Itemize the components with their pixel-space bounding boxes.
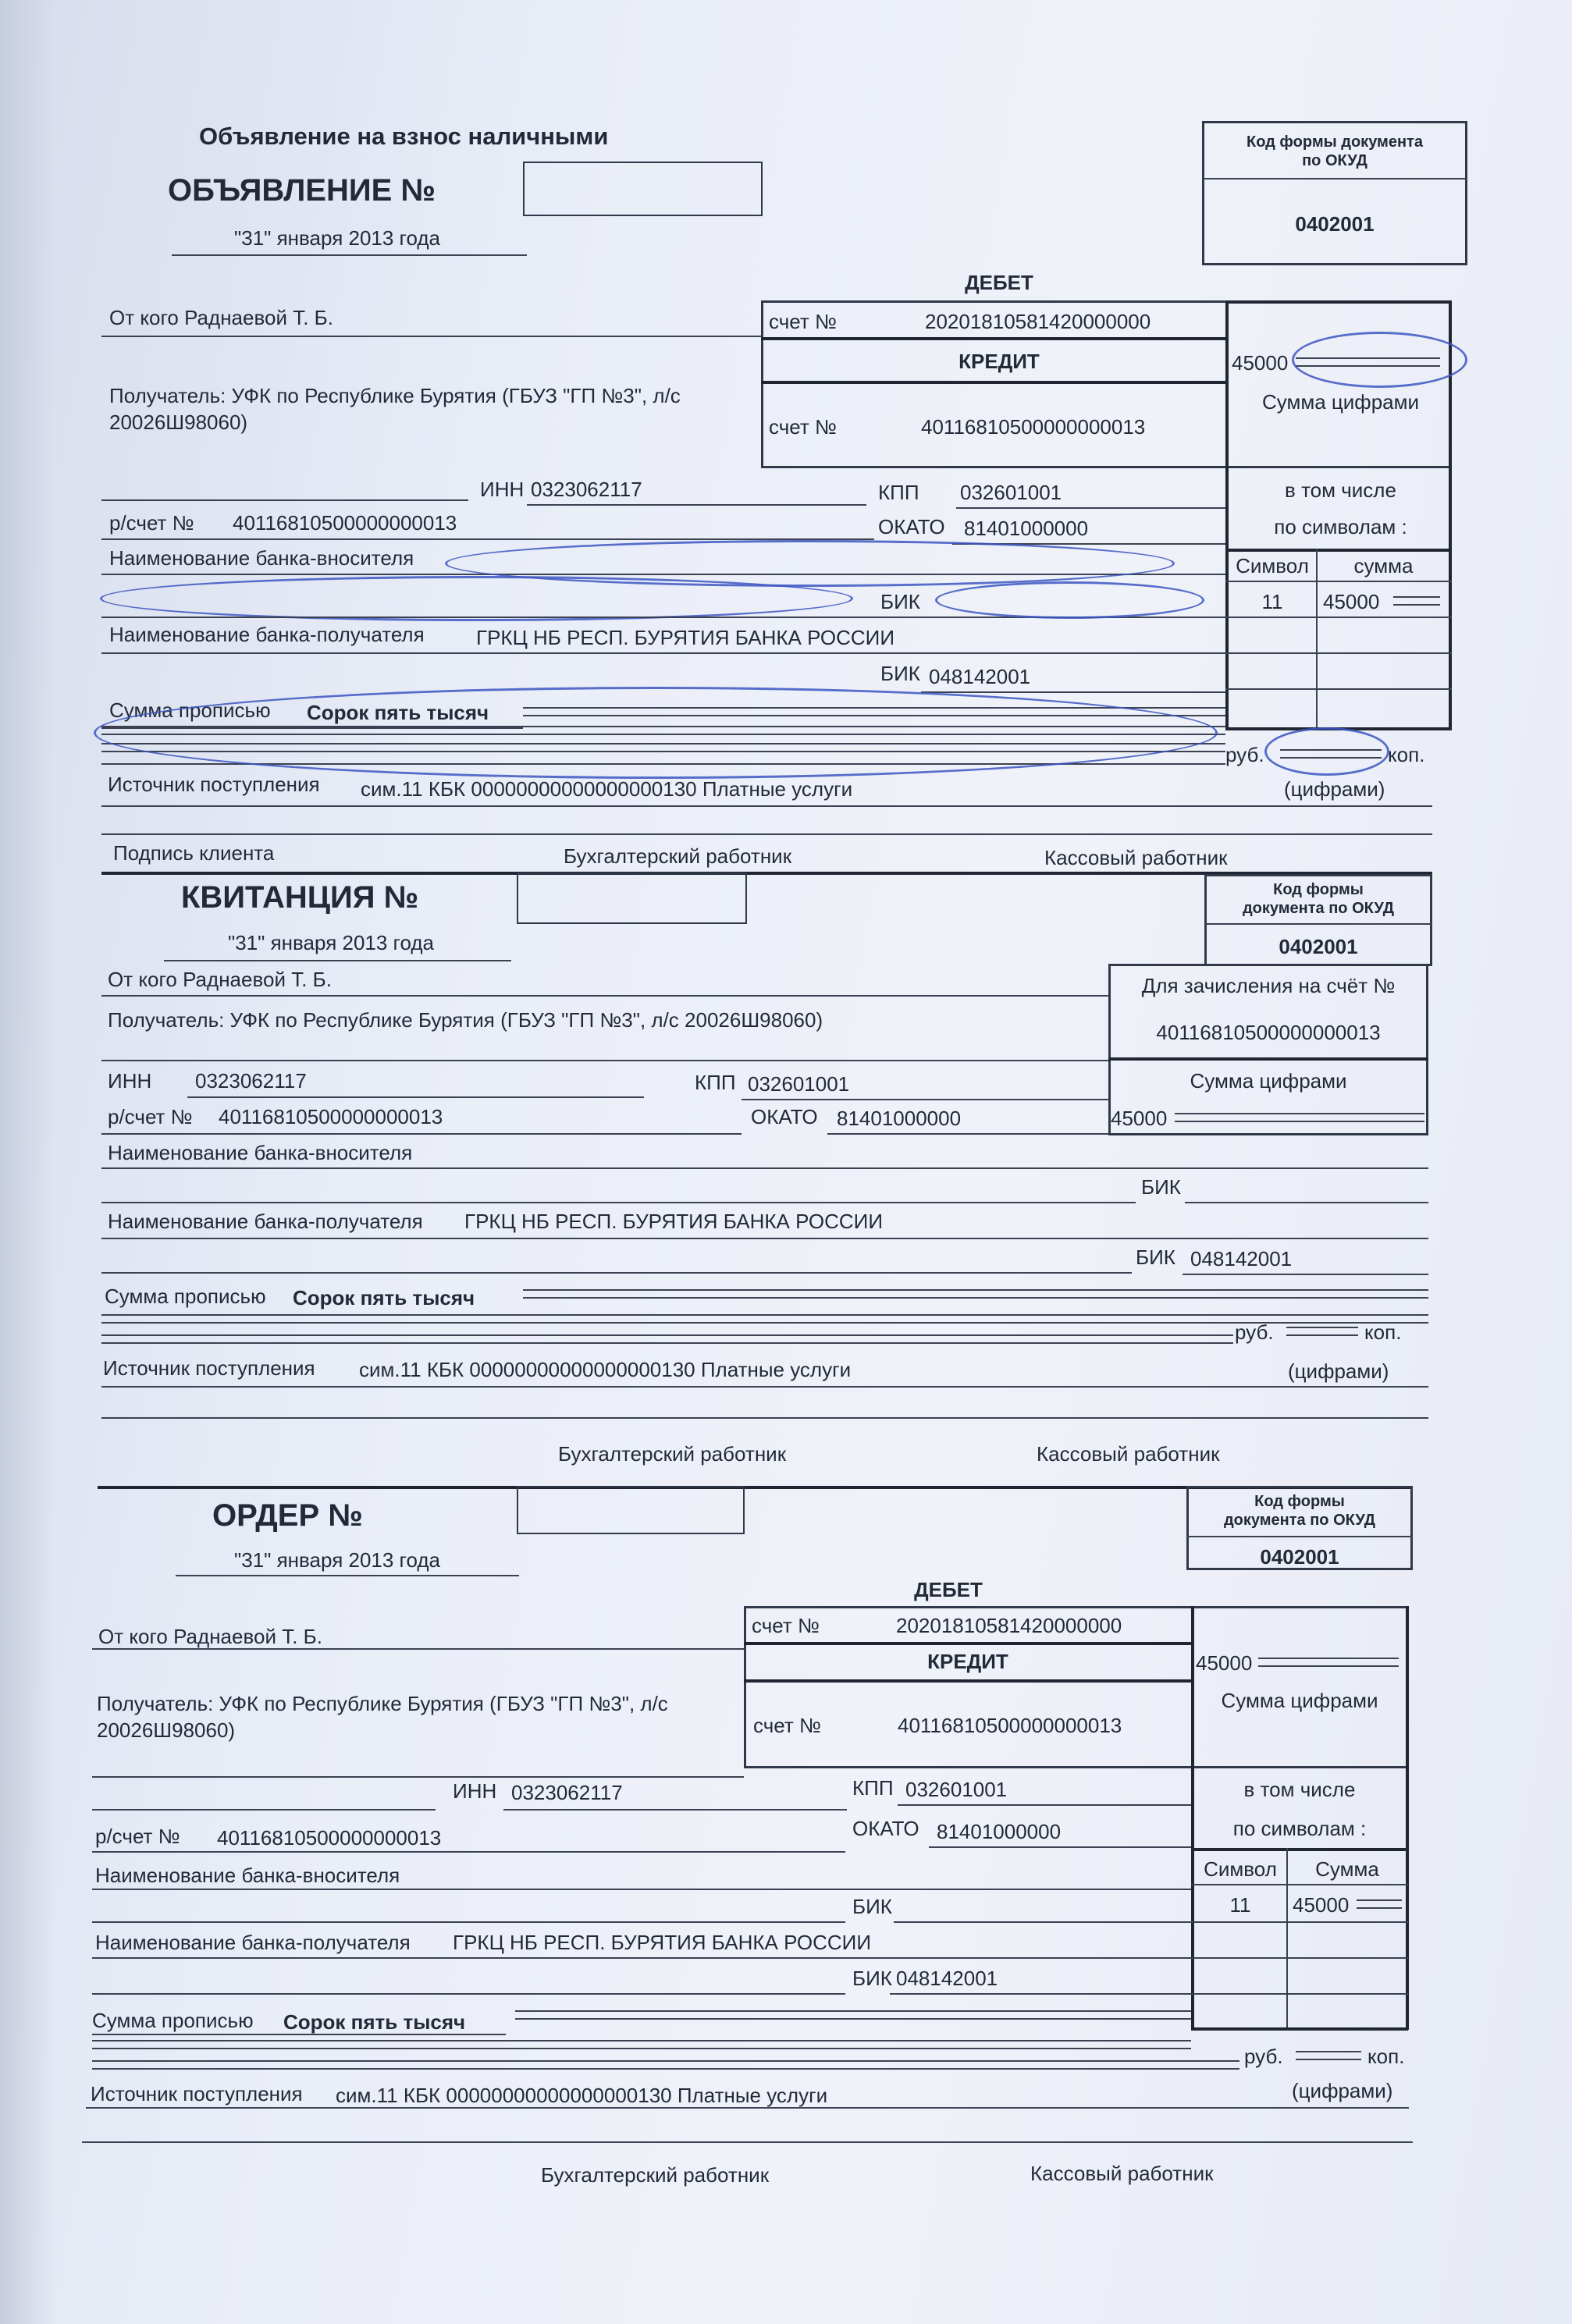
okato-label-2: ОКАТО xyxy=(751,1105,818,1128)
inn-line-3-left xyxy=(92,1809,436,1811)
client-signature: Подпись клиента xyxy=(113,841,275,865)
amount-words-label-1: Сумма прописью xyxy=(109,698,271,722)
bank-recipient-line-2 xyxy=(101,1238,1428,1239)
amount-words-2: Сорок пять тысяч xyxy=(293,1286,475,1309)
symbols-row-2 xyxy=(1225,617,1452,618)
source-label-3: Источник поступления xyxy=(91,2082,303,2105)
digits-note-1: (цифрами) xyxy=(1284,777,1385,801)
source-label-2: Источник поступления xyxy=(103,1356,315,1380)
amount-fill-3 xyxy=(1258,1658,1399,1667)
bank-sender-label-3: Наименование банка-вносителя xyxy=(95,1864,400,1887)
okud-code-3: 0402001 xyxy=(1260,1545,1339,1569)
page-shadow xyxy=(0,0,55,2324)
rs-line-2 xyxy=(101,1133,742,1135)
source-line-1 xyxy=(101,805,1432,807)
sum-label-1: сумма xyxy=(1353,554,1414,577)
symbol-sum-3: 45000 xyxy=(1293,1893,1350,1917)
symbol-sum-1: 45000 xyxy=(1323,590,1380,613)
okud-label-1b: по ОКУД xyxy=(1302,152,1367,169)
inn-3: 0323062117 xyxy=(511,1781,623,1804)
kop-1: коп. xyxy=(1388,743,1425,766)
amount-words-fill-2b xyxy=(101,1314,1428,1324)
okato-3: 81401000000 xyxy=(937,1820,1062,1843)
amount-fill-2 xyxy=(1175,1113,1424,1122)
rub-2: руб. xyxy=(1235,1320,1274,1344)
cashier-3: Кассовый работник xyxy=(1030,2162,1214,2185)
sum-digits-label-2: Сумма цифрами xyxy=(1190,1069,1347,1093)
kop-fill-2 xyxy=(1286,1327,1358,1336)
bank-recipient-line-3 xyxy=(92,1957,1191,1959)
okato-label-1: ОКАТО xyxy=(878,515,945,538)
credit-title-3: КРЕДИТ xyxy=(927,1650,1008,1673)
bank-sender-line-3b xyxy=(92,1921,845,1923)
amount-words-fill-3a xyxy=(515,2010,1191,2020)
debit-title-1: ДЕБЕТ xyxy=(965,271,1033,294)
recipient-2: Получатель: УФК по Республике Бурятия (ГБУЗ "ГП №3", л/с 20026Ш98060) xyxy=(108,1008,823,1032)
form-heading: Объявление на взнос наличными xyxy=(199,123,609,150)
symbol-label-1: Символ xyxy=(1236,554,1309,577)
amount-words-underline-3 xyxy=(92,2034,506,2035)
extra-line-2 xyxy=(101,1417,1428,1419)
date-underline xyxy=(172,254,527,256)
bank-sender-line-2 xyxy=(101,1167,1428,1169)
rub-1: руб. xyxy=(1225,743,1264,766)
okud-divider-3 xyxy=(1186,1536,1413,1537)
amount-words-fill-2c xyxy=(101,1334,1233,1344)
inn-label-1: ИНН xyxy=(480,478,525,501)
bank-sender-line-3 xyxy=(92,1889,1191,1890)
receipt-date: "31" января 2013 года xyxy=(228,931,434,954)
kpp-label-1: КПП xyxy=(878,481,919,504)
order-number-box[interactable] xyxy=(517,1486,745,1534)
recipient-line-1 xyxy=(101,499,468,501)
source-value-1: сим.11 КБК 00000000000000000130 Платные услуги xyxy=(361,777,853,801)
bik-line-3a xyxy=(894,1921,1191,1923)
recipient-line-3 xyxy=(92,1776,744,1778)
incl-1a: в том числе xyxy=(1285,478,1396,502)
debit-divider-1 xyxy=(761,337,1225,340)
bank-recipient-label-2: Наименование банка-получателя xyxy=(108,1210,423,1233)
pen-circle-amount xyxy=(1292,332,1467,388)
symbols-bottom-3 xyxy=(1191,2027,1408,2031)
inn-line-1 xyxy=(527,504,866,506)
bank-recipient-2: ГРКЦ НБ РЕСП. БУРЯТИЯ БАНКА РОССИИ xyxy=(464,1210,884,1233)
credit-divider-1 xyxy=(761,381,1225,384)
bik-line-2a xyxy=(1185,1202,1428,1203)
amount-words-fill-3c xyxy=(92,2060,1239,2070)
source-line-3 xyxy=(86,2107,1409,2109)
source-value-2: сим.11 КБК 00000000000000000130 Платные услуги xyxy=(359,1358,852,1381)
kpp-1: 032601001 xyxy=(960,481,1062,504)
payer-line-1 xyxy=(101,336,761,337)
credit-account-label-1: счет № xyxy=(769,415,837,439)
bank-sender-label-2: Наименование банка-вносителя xyxy=(108,1141,413,1164)
debit-title-3: ДЕБЕТ xyxy=(914,1578,983,1601)
inn-line-2 xyxy=(187,1096,644,1098)
bik-line-2-left xyxy=(101,1272,1132,1274)
rs-1: 40116810500000000013 xyxy=(233,511,457,535)
rs-line-3 xyxy=(92,1851,845,1853)
kop-fill-3 xyxy=(1296,2051,1361,2060)
cashier-1: Кассовый работник xyxy=(1044,846,1228,869)
source-label-1: Источник поступления xyxy=(108,773,320,796)
bik-label-2a: БИК xyxy=(1141,1175,1181,1199)
receipt-date-line xyxy=(164,960,511,961)
incl-1b: по символам : xyxy=(1274,515,1407,538)
symbols-row-3d xyxy=(1191,1993,1408,1995)
payer-1: От кого Раднаевой Т. Б. xyxy=(109,306,333,329)
symbols-top-3 xyxy=(1191,1848,1408,1851)
rs-label-2: р/счет № xyxy=(108,1105,193,1128)
bik-line-3b xyxy=(890,1993,1191,1995)
bik-line-1b xyxy=(921,691,1225,693)
pen-circle-bank-sender-2 xyxy=(100,576,853,621)
kpp-2: 032601001 xyxy=(748,1072,850,1096)
inn-label-3: ИНН xyxy=(453,1779,497,1803)
extra-line-1 xyxy=(101,833,1432,835)
incl-3b: по символам : xyxy=(1232,1817,1367,1840)
okud-label-3a: Код формы xyxy=(1254,1493,1345,1510)
recipient-3b: 20026Ш98060) xyxy=(97,1718,236,1742)
bik-label-3b: БИК xyxy=(852,1967,892,1990)
order-date: "31" января 2013 года xyxy=(234,1548,440,1572)
debit-account-1: 20201810581420000000 xyxy=(925,310,1151,333)
symbol-label-3: Символ xyxy=(1204,1857,1277,1881)
bik-label-1a: БИК xyxy=(880,590,920,613)
sum-digits-label-3: Сумма цифрами xyxy=(1221,1689,1378,1712)
extra-line-3 xyxy=(82,2141,1413,2143)
bank-recipient-line-1 xyxy=(101,652,1225,654)
symbol-sum-fill-1 xyxy=(1393,596,1440,606)
rs-3: 40116810500000000013 xyxy=(217,1826,442,1850)
bik-2: 048142001 xyxy=(1190,1247,1293,1270)
bik-3: 048142001 xyxy=(896,1967,998,1990)
digits-note-2: (цифрами) xyxy=(1288,1359,1389,1383)
payer-3: От кого Раднаевой Т. Б. xyxy=(98,1625,322,1648)
amount-words-1: Сорок пять тысяч xyxy=(307,701,489,724)
debit-account-3: 20201810581420000000 xyxy=(896,1614,1122,1637)
okato-label-3: ОКАТО xyxy=(852,1817,919,1840)
sum-label-3: Сумма xyxy=(1315,1857,1379,1881)
bik-label-3a: БИК xyxy=(852,1895,892,1918)
right-col-outer-3 xyxy=(1406,1606,1409,2030)
cashier-2: Кассовый работник xyxy=(1037,1442,1220,1466)
recipient-line-2 xyxy=(101,1060,1108,1061)
kop-3: коп. xyxy=(1367,2045,1405,2068)
okud-code-1: 0402001 xyxy=(1295,212,1375,236)
announcement-number-box[interactable] xyxy=(523,162,763,216)
kop-2: коп. xyxy=(1364,1320,1402,1344)
kpp-line-1 xyxy=(956,507,1225,509)
receipt-account-divider xyxy=(1108,1057,1428,1061)
debit-account-label-3: счет № xyxy=(752,1614,820,1637)
sum-digits-label-1: Сумма цифрами xyxy=(1261,390,1420,414)
credit-account-1: 40116810500000000013 xyxy=(921,415,1146,439)
debit-account-label-1: счет № xyxy=(769,310,837,333)
right-col-top-1 xyxy=(1225,300,1452,304)
kpp-label-3: КПП xyxy=(852,1776,894,1800)
symbols-row-3a xyxy=(1191,1884,1408,1885)
recipient-1a: Получатель: УФК по Республике Бурятия (ГБУЗ "ГП №3", л/с xyxy=(109,384,681,407)
order-date-line xyxy=(176,1575,519,1576)
payer-2: От кого Раднаевой Т. Б. xyxy=(108,968,332,991)
symbols-row-3c xyxy=(1191,1957,1408,1959)
pen-circle-amount-words xyxy=(94,687,1218,779)
bik-1: 048142001 xyxy=(929,665,1031,688)
credit-title-1: КРЕДИТ xyxy=(958,350,1040,373)
bank-sender-label-1: Наименование банка-вносителя xyxy=(109,546,414,570)
receipt-title: КВИТАНЦИЯ № xyxy=(181,880,419,915)
symbols-row-1 xyxy=(1225,581,1452,582)
pen-circle-kop xyxy=(1264,727,1389,776)
symbols-row-3 xyxy=(1225,652,1452,654)
pen-circle-bik xyxy=(935,581,1204,619)
symbols-divider-1 xyxy=(1316,549,1318,730)
okud-code-2: 0402001 xyxy=(1279,935,1358,958)
symbols-row-4 xyxy=(1225,688,1452,690)
okato-line-3 xyxy=(929,1846,1191,1848)
accountant-1: Бухгалтерский работник xyxy=(564,844,792,868)
source-value-3: сим.11 КБК 00000000000000000130 Платные услуги xyxy=(336,2084,828,2107)
amount-1: 45000 xyxy=(1232,351,1289,375)
okud-label-3b: документа по ОКУД xyxy=(1223,1512,1376,1529)
rub-3: руб. xyxy=(1244,2045,1283,2068)
payer-line-2 xyxy=(101,995,1108,997)
source-line-2 xyxy=(101,1386,1428,1388)
okato-line-2 xyxy=(827,1133,1108,1135)
amount-words-label-2: Сумма прописью xyxy=(105,1285,266,1308)
symbols-top-1 xyxy=(1225,549,1452,552)
credit-divider-3 xyxy=(744,1679,1191,1683)
kpp-3: 032601001 xyxy=(905,1778,1008,1801)
kpp-label-2: КПП xyxy=(695,1071,736,1094)
receipt-number-box[interactable] xyxy=(517,872,747,924)
symbol-1: 11 xyxy=(1261,590,1283,613)
announcement-date: "31" января 2013 года xyxy=(234,226,440,250)
kpp-line-2 xyxy=(742,1099,1108,1100)
bank-recipient-3: ГРКЦ НБ РЕСП. БУРЯТИЯ БАНКА РОССИИ xyxy=(453,1931,872,1954)
credit-account-label-3: счет № xyxy=(753,1714,821,1737)
inn-1: 0323062117 xyxy=(531,478,642,501)
bik-label-2b: БИК xyxy=(1136,1246,1175,1269)
okud-label-2b: документа по ОКУД xyxy=(1242,900,1395,917)
credit-account-3: 40116810500000000013 xyxy=(898,1714,1122,1737)
inn-label-2: ИНН xyxy=(108,1069,152,1093)
recipient-3a: Получатель: УФК по Республике Бурятия (ГБУЗ "ГП №3", л/с xyxy=(97,1692,668,1715)
symbol-sum-fill-3 xyxy=(1357,1899,1402,1909)
rs-2: 40116810500000000013 xyxy=(219,1105,443,1128)
bank-recipient-1: ГРКЦ НБ РЕСП. БУРЯТИЯ БАНКА РОССИИ xyxy=(476,626,895,649)
bank-recipient-label-3: Наименование банка-получателя xyxy=(95,1931,411,1954)
payer-line-3 xyxy=(92,1648,744,1650)
okud-label-1a: Код формы документа xyxy=(1247,133,1423,151)
amount-words-3: Сорок пять тысяч xyxy=(283,2010,466,2034)
right-column-divider-1 xyxy=(1225,300,1229,730)
incl-3a: в том числе xyxy=(1243,1778,1356,1801)
accountant-3: Бухгалтерский работник xyxy=(541,2163,770,2187)
digits-note-3: (цифрами) xyxy=(1292,2079,1393,2102)
rs-label-1: р/счет № xyxy=(109,511,194,535)
bik-label-1b: БИК xyxy=(880,662,920,685)
account-for-credit-label: Для зачисления на счёт № xyxy=(1141,974,1396,997)
bik-line-2b xyxy=(1183,1274,1428,1275)
amount-words-fill-3b xyxy=(92,2040,1191,2049)
kpp-line-3 xyxy=(898,1804,1191,1806)
announcement-title: ОБЪЯВЛЕНИЕ № xyxy=(168,173,436,208)
okud-divider-2 xyxy=(1204,923,1432,925)
receipt-account: 40116810500000000013 xyxy=(1156,1021,1381,1044)
amount-3: 45000 xyxy=(1196,1651,1253,1675)
inn-line-3 xyxy=(503,1809,847,1811)
bank-sender-line-2b xyxy=(101,1202,1136,1203)
bank-recipient-label-1: Наименование банка-получателя xyxy=(109,623,425,646)
rs-label-3: р/счет № xyxy=(95,1825,180,1848)
inn-2: 0323062117 xyxy=(195,1069,307,1093)
accountant-2: Бухгалтерский работник xyxy=(558,1442,787,1466)
okud-label-2a: Код формы xyxy=(1273,881,1364,898)
order-title: ОРДЕР № xyxy=(212,1498,363,1533)
okato-1: 81401000000 xyxy=(964,517,1089,540)
recipient-1b: 20026Ш98060) xyxy=(109,410,248,434)
amount-words-fill-2a xyxy=(523,1289,1428,1299)
symbols-divider-3 xyxy=(1286,1848,1288,2030)
symbols-row-3b xyxy=(1191,1921,1408,1923)
okato-2: 81401000000 xyxy=(837,1107,962,1130)
debit-divider-3 xyxy=(744,1642,1191,1645)
okud-divider-1 xyxy=(1202,178,1467,179)
symbol-3: 11 xyxy=(1229,1893,1251,1917)
bik-line-3-left xyxy=(92,1993,845,1995)
amount-words-label-3: Сумма прописью xyxy=(92,2009,254,2032)
amount-2: 45000 xyxy=(1111,1107,1168,1130)
